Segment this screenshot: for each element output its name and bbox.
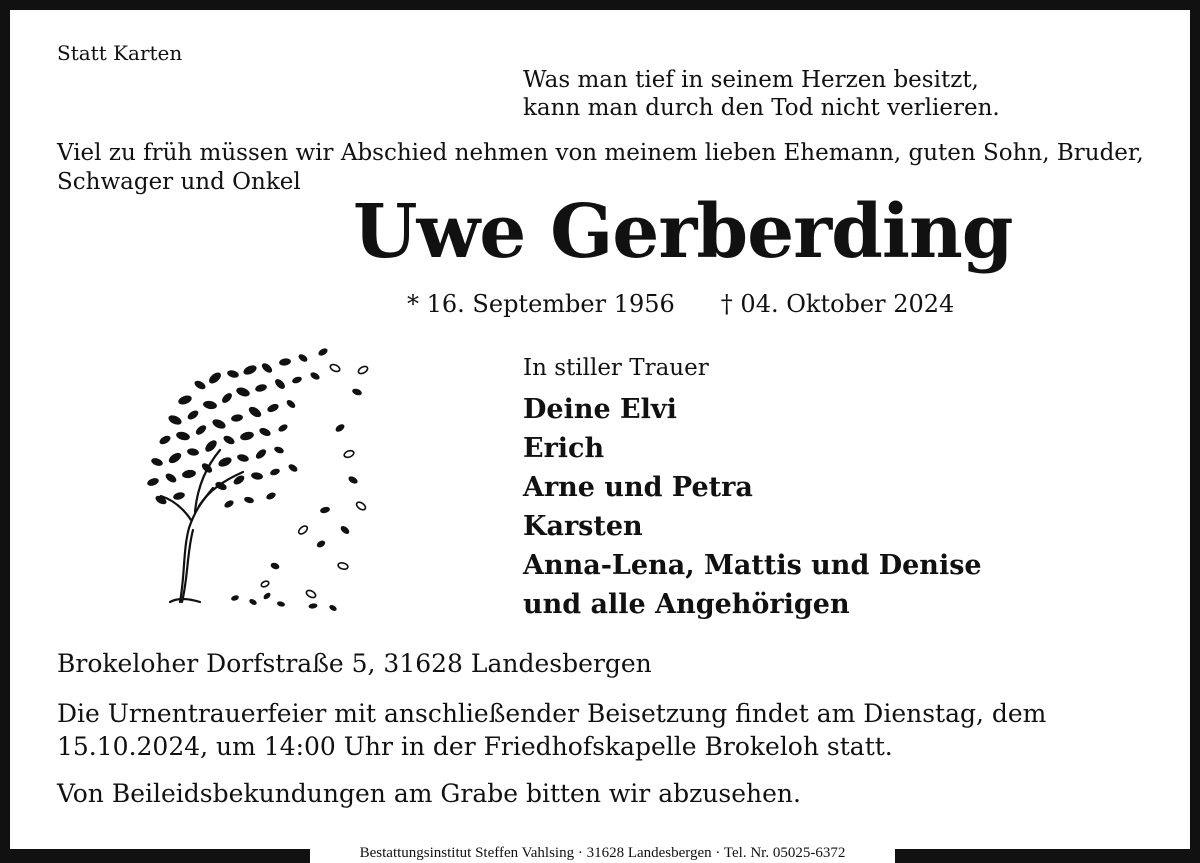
mourners-list [523, 390, 982, 624]
statt-karten-label: Statt Karten [57, 41, 183, 65]
condolence-note: Von Beileidsbekundungen am Grabe bitten wir abzusehen. [57, 779, 801, 808]
birth-date: * 16. September 1956 [407, 290, 675, 318]
mourner-name: Deine Elvi [523, 394, 677, 425]
mourners-intro: In stiller Trauer [523, 355, 709, 381]
intro-line-1: Viel zu früh müssen wir Abschied nehmen von meinem lieben Ehemann, guten Sohn, Bruder, [57, 140, 1144, 166]
ceremony-line-2: 15.10.2024, um 14:00 Uhr in der Friedhofskapelle Brokeloh statt. [57, 732, 893, 761]
windblown-tree-icon [125, 340, 375, 620]
mourner-name: Karsten [523, 511, 643, 542]
intro-line-2: Schwager und Onkel [57, 169, 301, 195]
ceremony-line-1: Die Urnentrauerfeier mit anschließender Beisetzung findet am Dienstag, dem [57, 699, 1047, 728]
funeral-home-footer: Bestattungsinstitut Steffen Vahlsing · 31628 Landesbergen · Tel. Nr. 05025-6372 [310, 843, 895, 863]
address: Brokeloher Dorfstraße 5, 31628 Landesbergen [57, 649, 652, 678]
mourner-name: Arne und Petra [523, 472, 753, 503]
quote-line-2: kann man durch den Tod nicht verlieren. [523, 95, 1000, 121]
deceased-name: Uwe Gerberding [353, 189, 1013, 275]
mourner-name: Anna-Lena, Mattis und Denise [523, 550, 982, 581]
mourner-name: und alle Angehörigen [523, 589, 850, 620]
quote-line-1: Was man tief in seinem Herzen besitzt, [523, 67, 979, 93]
mourner-name: Erich [523, 433, 605, 464]
life-dates [407, 289, 954, 319]
death-date: † 04. Oktober 2024 [720, 290, 955, 318]
